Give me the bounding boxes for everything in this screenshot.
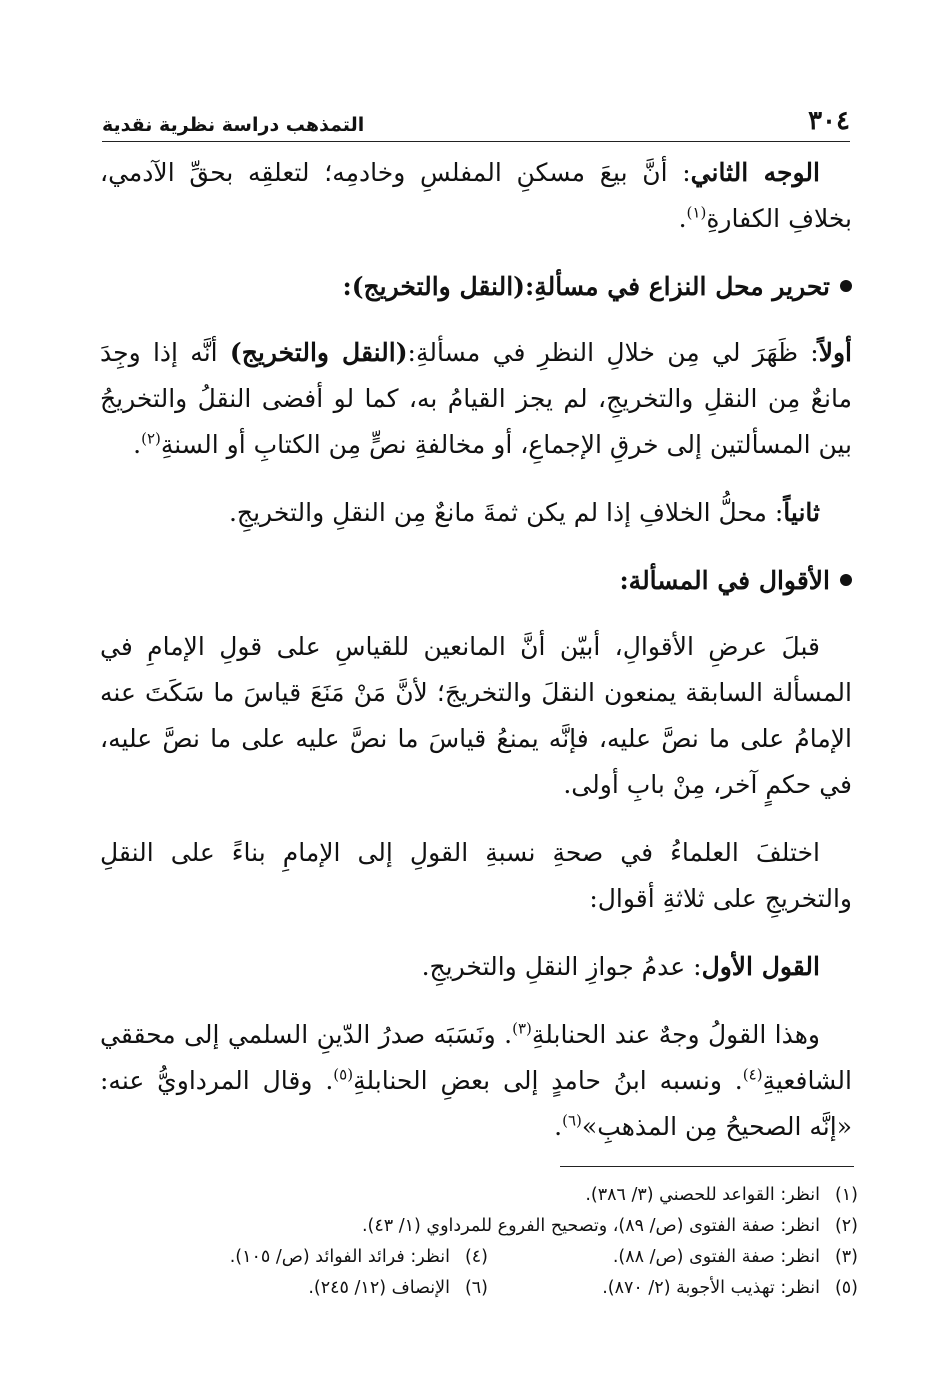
- paragraph-text: . وقال المرداويُّ عنه: «إنَّه الصحيحُ مِن المذهبِ»: [100, 1066, 852, 1141]
- footnote-number: (٦): [464, 1278, 488, 1298]
- paragraph-lead: القول الأول: [701, 952, 820, 981]
- footnote-4: [230, 1242, 488, 1273]
- footnote-text: انظر: صفة الفتوى (ص/ ٨٩)، وتصحيح الفروع للمرداوي (١/ ٤٣).: [361, 1216, 820, 1236]
- paragraph-lead: ثانياً: [783, 498, 820, 527]
- paragraph-lead: الوجه الثاني: [690, 158, 820, 187]
- footnote-number: (٥): [834, 1278, 858, 1298]
- footnote-marker-1: (١): [686, 203, 707, 222]
- paragraph-first: أولاً: ظَهَرَ لي مِن خلالِ النظرِ في مسألةِ:(النقل والتخريج) أنَّه إذا وجِدَ مانعٌ مِن النقلِ والتخريجِ، لم يجز القيامُ به، كما لو أفضى النقلُ والتخريجُ بين المسألتين إلى خرقِ الإجماعِ، أو مخالفةِ نصٍّ مِن الكتابِ أو السنةِ$^{(٢)}$.: [100, 338, 852, 459]
- paragraph-scholars-differ: اختلفَ العلماءُ في صحةِ نسبةِ القولِ إلى الإمامِ بناءً على النقلِ والتخريجِ على ثلاثةِ أقوال:: [100, 838, 852, 913]
- footnote-6: [308, 1273, 488, 1304]
- paragraph-bold-term: (النقل والتخريج): [229, 338, 408, 367]
- heading-text: تحرير محل النزاع في مسألةِ:(النقل والتخريج):: [342, 272, 830, 301]
- heading-dispute-scope: [100, 264, 852, 310]
- footnote-number: (٢): [834, 1216, 858, 1236]
- footnote-number: (٤): [464, 1247, 488, 1267]
- footnote-1: [585, 1180, 858, 1211]
- footnote-number: (١): [834, 1185, 858, 1205]
- paragraph-second-aspect: الوجه الثاني: أنَّ بيعَ مسكنِ المفلسِ وخادمِه؛ لتعلقِه بحقِّ الآدمي، بخلافِ الكفارةِ$^{(١)}$.: [100, 158, 852, 233]
- page-number: ٣٠٤: [808, 106, 850, 136]
- heading-text: الأقوال في المسألة:: [619, 566, 830, 595]
- footnote-row: [110, 1180, 858, 1211]
- paragraph-text: : عدمُ جوازِ النقلِ والتخريجِ.: [421, 952, 702, 981]
- footnote-2: [362, 1211, 858, 1242]
- footnote-row: [110, 1242, 858, 1273]
- paragraph-text: : محلُّ الخلافِ إذا لم يكن ثمةَ مانعٌ مِن النقلِ والتخريجِ.: [228, 498, 784, 527]
- footnote-text: الإنصاف (١٢/ ٢٤٥).: [308, 1278, 450, 1298]
- paragraph-text: . ونسبه ابنُ حامدٍ إلى بعضِ الحنابلةِ: [353, 1066, 743, 1095]
- footnote-marker-5: (٥): [333, 1065, 354, 1084]
- paragraph-text: وهذا القولُ وجهٌ عند الحنابلةِ: [531, 1020, 820, 1049]
- paragraph-text: : ظَهَرَ لي مِن خلالِ النظرِ في مسألةِ:: [407, 338, 819, 367]
- footnote-text: انظر: تهذيب الأجوبة (٢/ ٨٧٠).: [602, 1278, 820, 1298]
- page-header: [102, 96, 850, 136]
- footnote-number: (٣): [834, 1247, 858, 1267]
- paragraph-first-opinion: [100, 944, 852, 990]
- bullet-icon: [840, 574, 852, 586]
- footnote-row: [110, 1273, 858, 1304]
- paragraph-text: . ونَسَبَه صدرُ الدّينِ السلمي إلى محققي الشافعيةِ: [100, 1020, 852, 1095]
- footnote-marker-2: (٢): [141, 429, 161, 448]
- footnote-text: انظر: القواعد للحصني (٣/ ٣٨٦).: [585, 1185, 820, 1205]
- paragraph-lead: أولاً: [818, 338, 852, 367]
- header-rule: [102, 141, 850, 142]
- paragraph-attribution: وهذا القولُ وجهٌ عند الحنابلةِ$^{(٣)}$. ونَسَبَه صدرُ الدّينِ السلمي إلى محققي الشافعيةِ$^{(٤)}$. ونسبه ابنُ حامدٍ إلى بعضِ الحنابلةِ$^{(٥)}$. وقال المرداويُّ عنه: «إنَّه الصحيحُ مِن المذهبِ»$^{(٦)}$.: [100, 1019, 852, 1141]
- paragraph-second: [100, 490, 852, 536]
- footnote-marker-3: (٣): [512, 1019, 532, 1038]
- paragraph-text: : أنَّ بيعَ مسكنِ المفلسِ وخادمِه؛ لتعلقِه بحقِّ الآدمي، بخلافِ الكفارةِ: [100, 158, 852, 233]
- body-text: [100, 150, 852, 1172]
- footnotes: [110, 1180, 858, 1304]
- footnote-marker-4: (٤): [742, 1065, 763, 1084]
- bullet-icon: [840, 280, 852, 292]
- footnote-text: انظر: صفة الفتوى (ص/ ٨٨).: [612, 1247, 820, 1267]
- footnote-rule: [560, 1166, 854, 1167]
- running-title: التمذهب دراسة نظرية نقدية: [102, 114, 365, 136]
- footnote-marker-6: (٦): [562, 1111, 582, 1130]
- footnote-row: [110, 1211, 858, 1242]
- heading-opinions: [100, 558, 852, 604]
- footnote-3: [528, 1242, 858, 1273]
- footnote-text: انظر: فرائد الفوائد (ص/ ١٠٥).: [229, 1247, 450, 1267]
- paragraph-text: أنَّه إذا وجِدَ مانعٌ مِن النقلِ والتخريجِ، لم يجز القيامُ به، كما لو أفضى النقلُ والتخريجُ بين المسألتين إلى خرقِ الإجماعِ، أو مخالفةِ نصٍّ مِن الكتابِ أو السنةِ: [100, 338, 852, 459]
- paragraph-before-opinions: قبلَ عرضِ الأقوالِ، أبيّن أنَّ المانعين للقياسِ على قولِ الإمامِ في المسألة السابقة يمنعون النقلَ والتخريجَ؛ لأنَّ مَنْ مَنَعَ قياسَ ما سَكَتَ عنه الإمامُ على ما نصَّ عليه، فإنَّه يمنعُ قياسَ ما نصَّ عليه على ما نصَّ عليه، في حكمٍ آخر، مِنْ بابِ أولى.: [100, 632, 852, 799]
- footnote-5: [528, 1273, 858, 1304]
